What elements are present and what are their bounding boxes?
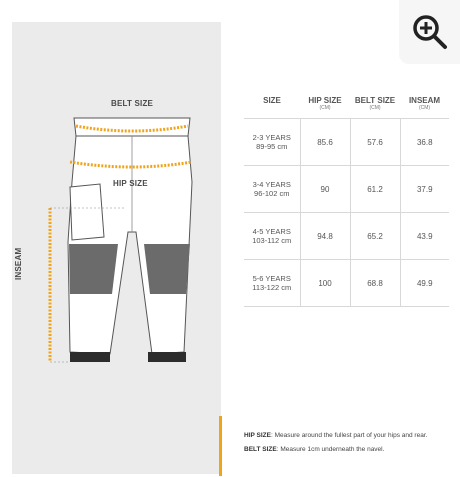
pants-left-cuff (70, 352, 110, 362)
hip-size-label: HIP SIZE (113, 179, 148, 188)
pants-diagram (12, 22, 221, 474)
inseam-cell: 49.9 (400, 260, 449, 307)
size-cell: 2-3 YEARS 89-95 cm (244, 119, 300, 166)
header-belt-size: BELT SIZE (CM) (354, 96, 396, 111)
size-cell: 5-6 YEARS 113-122 cm (244, 260, 300, 307)
table-row (244, 166, 449, 213)
belt-cell: 68.8 (350, 260, 400, 307)
inseam-label: INSEAM (14, 247, 23, 280)
table-row (244, 213, 449, 260)
inseam-cell: 36.8 (400, 119, 449, 166)
hip-cell: 85.6 (300, 119, 350, 166)
belt-size-note: BELT SIZE: Measure 1cm underneath the navel. (244, 446, 385, 453)
zoom-button[interactable] (399, 0, 460, 64)
hip-cell: 100 (300, 260, 350, 307)
pants-right-knee (144, 244, 190, 294)
pants-pocket (70, 184, 104, 240)
hip-cell: 90 (300, 166, 350, 213)
hip-size-note: HIP SIZE: Measure around the fullest part of your hips and rear. (244, 432, 428, 439)
zoom-in-icon (410, 12, 450, 52)
table-row (244, 119, 449, 166)
size-cell: 3-4 YEARS 96-102 cm (244, 166, 300, 213)
size-cell: 4-5 YEARS 103-112 cm (244, 213, 300, 260)
belt-size-label: BELT SIZE (111, 99, 154, 108)
pants-left-knee (69, 244, 118, 294)
size-chart-table (244, 92, 449, 307)
belt-cell: 61.2 (350, 166, 400, 213)
table-row (244, 260, 449, 307)
header-inseam: INSEAM (CM) (408, 96, 441, 111)
table-header-row (244, 92, 449, 119)
belt-cell: 57.6 (350, 119, 400, 166)
accent-bar (219, 416, 222, 476)
inseam-cell: 37.9 (400, 166, 449, 213)
pants-right-cuff (148, 352, 186, 362)
belt-cell: 65.2 (350, 213, 400, 260)
inseam-cell: 43.9 (400, 213, 449, 260)
header-hip-size: HIP SIZE (CM) (308, 96, 342, 111)
hip-cell: 94.8 (300, 213, 350, 260)
header-size: SIZE (263, 96, 281, 105)
